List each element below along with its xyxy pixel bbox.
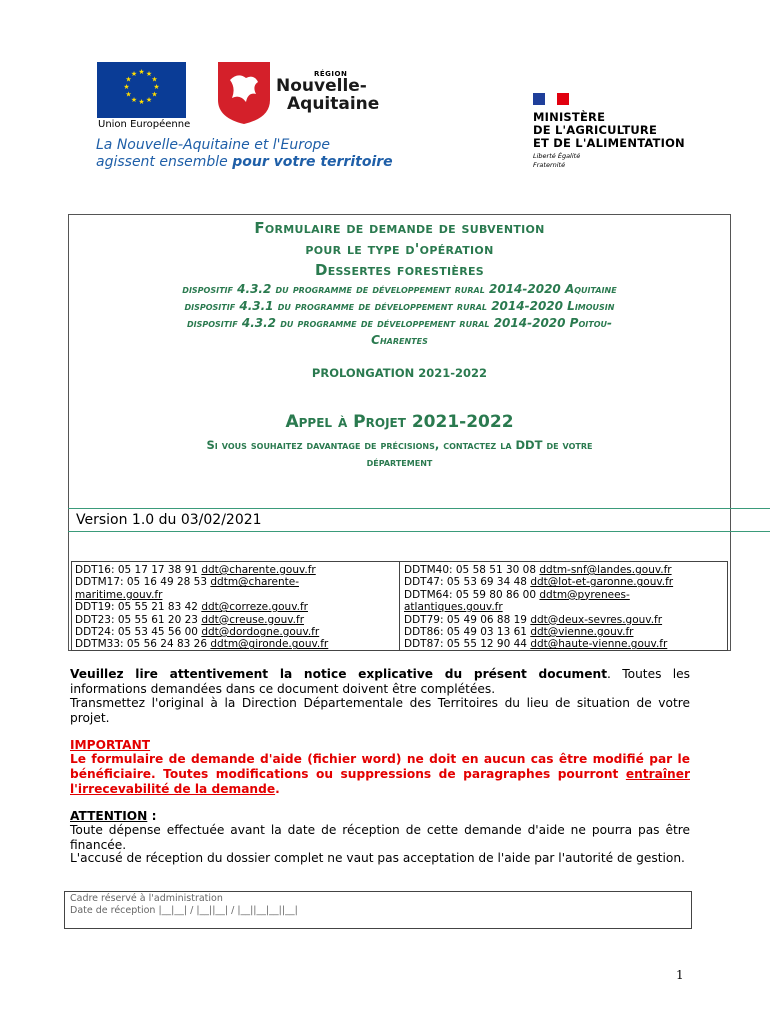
title-line3: Dessertes forestières	[314, 261, 485, 279]
appel-a-projet-title: Appel à Projet 2021-2022	[285, 412, 514, 432]
contact-row	[75, 576, 397, 588]
contact-phone: DDT86: 05 49 03 13 61	[404, 626, 531, 639]
contact-row	[404, 601, 726, 613]
marianne-flag-icon	[533, 93, 569, 105]
contact-email-link[interactable]: ddt@charente.gouv.fr	[201, 564, 316, 576]
notice-paragraph: Veuillez lire attentivement la notice explicative du présent document. Toutes les informations demandées dans ce document doivent être complétées.	[70, 667, 690, 696]
svg-text:★: ★	[151, 75, 158, 84]
contact-row	[404, 564, 726, 576]
svg-text:★: ★	[125, 90, 132, 99]
contact-email-link[interactable]: maritime.gouv.fr	[75, 588, 163, 601]
dispositif-poitou-charentes: dispositif 4.3.2 du programme de développement rural 2014-2020 Poitou-	[187, 316, 612, 330]
contact-email-link[interactable]: ddt@deux-sevres.gouv.fr	[530, 613, 663, 626]
contact-row	[404, 576, 726, 588]
contact-instruction-line2: département	[366, 455, 433, 469]
contact-row	[404, 638, 726, 650]
attention-line1: Toute dépense effectuée avant la date de réception de cette demande d'aide ne pourra pas être financée.	[70, 823, 690, 852]
contact-email-link[interactable]: ddt@creuse.gouv.fr	[201, 613, 305, 626]
version-label: Version 1.0 du 03/02/2021	[76, 512, 262, 528]
svg-text:★: ★	[130, 96, 138, 104]
dispositif-limousin: dispositif 4.3.1 du programme de développement rural 2014-2020 Limousin	[184, 299, 615, 313]
contact-email-link[interactable]: ddt@lot-et-garonne.gouv.fr	[530, 576, 674, 589]
ministry-line1: MINISTÈRE	[533, 110, 606, 124]
svg-text:★: ★	[151, 90, 158, 99]
contact-email-link[interactable]: ddt@vienne.gouv.fr	[530, 626, 634, 639]
contacts-column-divider	[399, 561, 400, 651]
svg-text:★: ★	[125, 75, 132, 84]
contact-phone: DDT47: 05 53 69 34 48	[404, 576, 531, 589]
contact-phone: DDTM17: 05 16 49 28 53	[75, 576, 211, 589]
attention-heading: ATTENTION :	[70, 809, 157, 823]
eu-flag-logo	[97, 62, 186, 118]
contacts-left-column	[75, 564, 397, 651]
contact-row	[75, 638, 397, 650]
contact-phone: DDT24: 05 53 45 56 00	[75, 626, 202, 639]
slogan-line2: agissent ensemble pour votre territoire	[96, 154, 393, 170]
svg-text:★: ★	[123, 83, 130, 91]
eu-stars-icon	[97, 62, 186, 118]
contact-phone: DDT23: 05 55 61 20 23	[75, 613, 202, 626]
svg-text:★: ★	[153, 83, 160, 91]
title-line1: Formulaire de demande de subvention	[254, 219, 545, 237]
svg-text:★: ★	[145, 70, 153, 78]
prolongation-label: PROLONGATION 2021-2022	[311, 366, 488, 380]
contact-email-link[interactable]: ddtm-snf@landes.gouv.fr	[539, 564, 672, 576]
contact-row	[75, 589, 397, 601]
svg-text:★: ★	[130, 70, 138, 78]
dispositif-poitou-charentes-cont: Charentes	[371, 333, 428, 347]
attention-line2: L'accusé de réception du dossier complet ne vaut pas acceptation de l'aide par l'autorité de gestion.	[70, 851, 685, 865]
nouvelle-aquitaine-lion-icon	[216, 60, 272, 126]
contact-email-link[interactable]: ddtm@pyrenees-	[539, 588, 630, 601]
contact-row	[75, 614, 397, 626]
svg-text:★: ★	[145, 96, 153, 104]
dispositif-aquitaine: dispositif 4.3.2 du programme de développement rural 2014-2020 Aquitaine	[182, 282, 617, 296]
important-text: Le formulaire de demande d'aide (fichier word) ne doit en aucun cas être modifié par le bénéficiaire. Toutes modifications ou suppressions de paragraphes pourront entraîner l'irrecevabilité de la demande.	[70, 752, 690, 796]
important-heading: IMPORTANT	[70, 738, 151, 752]
region-name-line2: Aquitaine	[287, 94, 380, 114]
contacts-right-column	[404, 564, 726, 651]
title-line2: pour le type d'opération	[305, 240, 494, 258]
svg-text:★: ★	[138, 68, 145, 76]
republic-motto: Liberté Égalité Fraternité	[533, 152, 581, 169]
contact-row	[75, 626, 397, 638]
contact-row	[404, 614, 726, 626]
contact-row	[75, 601, 397, 613]
contact-phone: DDT16: 05 17 17 38 91	[75, 564, 202, 576]
contact-row	[404, 589, 726, 601]
contact-phone: DDTM40: 05 58 51 30 08	[404, 564, 540, 576]
contact-phone: DDTM64: 05 59 80 86 00	[404, 588, 540, 601]
ministry-line3: ET DE L'ALIMENTATION	[533, 136, 685, 150]
contact-phone: DDT87: 05 55 12 90 44	[404, 638, 531, 651]
contact-email-link[interactable]: ddt@correze.gouv.fr	[201, 601, 308, 614]
contact-email-link[interactable]: ddtm@gironde.gouv.fr	[210, 638, 329, 651]
page-number: 1	[676, 968, 684, 982]
contact-instruction-line1: Si vous souhaitez davantage de précisions, contactez la DDT de votre	[206, 438, 593, 452]
contact-email-link[interactable]: ddt@haute-vienne.gouv.fr	[530, 638, 668, 651]
contact-email-link[interactable]: ddt@dordogne.gouv.fr	[201, 626, 320, 639]
admin-reserved-label: Cadre réservé à l'administration	[70, 893, 223, 904]
slogan-line1: La Nouvelle-Aquitaine et l'Europe	[96, 137, 331, 153]
eu-label: Union Européenne	[98, 119, 191, 130]
svg-text:★: ★	[138, 98, 145, 106]
contact-email-link[interactable]: atlantiques.gouv.fr	[404, 601, 503, 614]
contact-email-link[interactable]: ddtm@charente-	[210, 576, 299, 589]
contact-phone: DDT79: 05 49 06 88 19	[404, 613, 531, 626]
contact-row	[75, 564, 397, 576]
reception-date-field: Date de réception |__|__| / |__||__| / |__||__|__||__|	[70, 905, 298, 916]
contact-row	[404, 626, 726, 638]
region-name-line1: Nouvelle-	[276, 76, 367, 96]
contact-phone: DDTM33: 05 56 24 83 26	[75, 638, 211, 651]
ministry-line2: DE L'AGRICULTURE	[533, 123, 658, 137]
region-small-label: RÉGION	[314, 70, 348, 78]
contact-phone: DDT19: 05 55 21 83 42	[75, 601, 202, 614]
transmit-paragraph: Transmettez l'original à la Direction Départementale des Territoires du lieu de situation de votre projet.	[70, 696, 690, 725]
